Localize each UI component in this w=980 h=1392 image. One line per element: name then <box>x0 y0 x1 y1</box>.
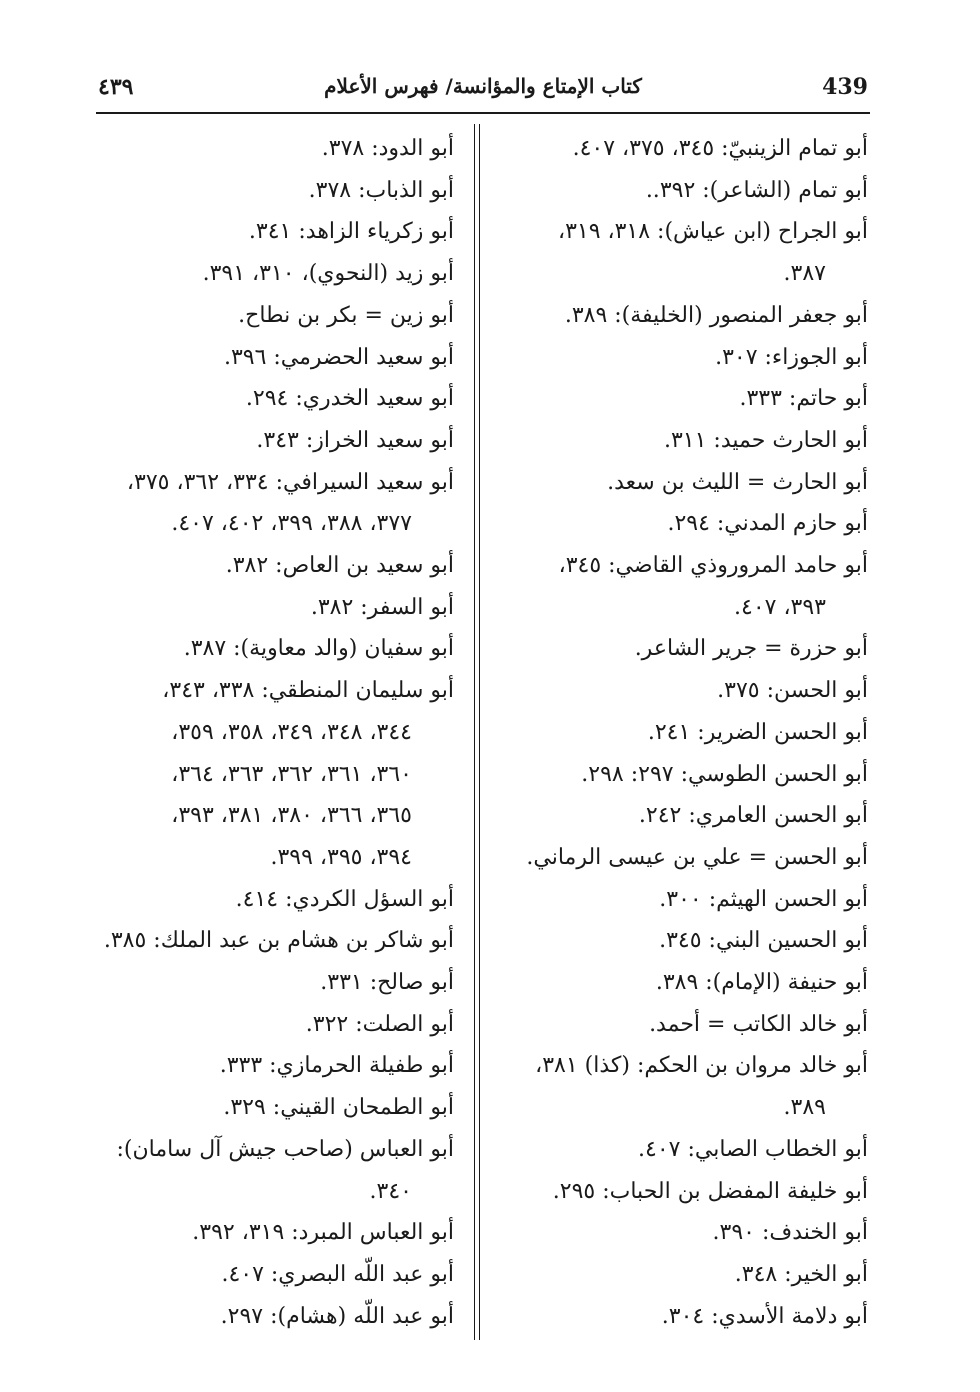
index-entry: أبو العباس (صاحب جيش آل سامان): <box>116 1136 454 1162</box>
index-entry: أبو حنيفة (الإمام): ٣٨٩. <box>655 970 868 996</box>
index-entry: أبو تمام (الشاعر): ٣٩٢.. <box>645 177 868 203</box>
index-entry: أبو سعيد بن العاص: ٣٨٢. <box>225 553 454 579</box>
index-entry-continuation: ٣٤٤، ٣٤٨، ٣٤٩، ٣٥٨، ٣٥٩، <box>171 719 412 745</box>
index-entry: أبو الحسن العامري: ٢٤٢. <box>638 803 868 829</box>
index-entry: أبو سعيد الخراز: ٣٤٣. <box>256 427 454 453</box>
index-entry: أبو زكرياء الزاهد: ٣٤١. <box>248 219 454 245</box>
index-entry: أبو الصلت: ٣٢٢. <box>305 1011 454 1037</box>
index-entry: أبو الحسن: ٣٧٥. <box>717 678 868 704</box>
index-entry: أبو حامد المروروذي القاضي: ٣٤٥، <box>558 553 868 579</box>
index-entry: أبو الخندف: ٣٩٠. <box>712 1220 868 1246</box>
index-entry: أبو تمام الزينبيّ: ٣٤٥، ٣٧٥، ٤٠٧. <box>572 136 868 161</box>
index-entry: أبو طفيلة الحرمازي: ٣٣٣. <box>219 1053 454 1079</box>
running-title: كتاب الإمتاع والمؤانسة/ فهرس الأعلام <box>324 74 642 98</box>
index-entry: أبو حاتم: ٣٣٣. <box>739 386 868 412</box>
index-entry: أبو خليفة المفضل بن الحباب: ٢٩٥. <box>552 1178 868 1204</box>
index-entry: أبو السؤل الكردي: ٤١٤. <box>235 886 454 912</box>
index-entry-continuation: ٣٨٩. <box>783 1095 826 1121</box>
index-entry: أبو الخير: ٣٤٨. <box>734 1261 868 1287</box>
index-column-right <box>496 128 868 1337</box>
header-rule <box>96 112 870 114</box>
page-number-latin: 439 <box>822 74 868 100</box>
index-entry-continuation: ٣٤٠. <box>369 1178 412 1204</box>
index-entry: أبو زين = بكر بن نطاح. <box>238 302 454 328</box>
index-entry: أبو سعيد الحضرمي: ٣٩٦. <box>223 344 454 370</box>
index-entry: أبو الحسين البني: ٣٤٥. <box>659 928 868 954</box>
index-entry: أبو الدود: ٣٧٨. <box>321 136 454 161</box>
index-entry: أبو خالد مروان بن الحكم: (كذا) ٣٨١، <box>535 1053 868 1079</box>
index-entry: أبو السفر: ٣٨٢. <box>310 594 454 620</box>
index-entry: أبو الخطاب الصابي: ٤٠٧. <box>638 1136 868 1162</box>
index-entry: أبو الحسن الضرير: ٢٤١. <box>647 719 868 745</box>
index-entry: أبو الذباب: ٣٧٨. <box>308 177 454 203</box>
index-entry-continuation: ٣٩٤، ٣٩٥، ٣٩٩. <box>270 844 412 870</box>
index-entry: أبو عبد اللّه (هشام): ٢٩٧. <box>220 1303 454 1329</box>
index-entry: أبو الطمحان القيني: ٣٢٩. <box>223 1095 454 1121</box>
index-entry: أبو الجوزاء: ٣٠٧. <box>715 344 868 370</box>
column-divider <box>474 124 480 1340</box>
index-entry: أبو شاكر بن هشام بن عبد الملك: ٣٨٥. <box>103 928 454 954</box>
index-entry: أبو جعفر المنصور (الخليفة): ٣٨٩. <box>564 302 868 328</box>
index-entry: أبو حزرة = جرير الشاعر. <box>634 636 868 662</box>
page-header <box>98 70 868 110</box>
index-entry-continuation: ٣٩٣، ٤٠٧. <box>734 594 826 620</box>
index-entry: أبو سفيان (والد معاوية): ٣٨٧. <box>183 636 454 662</box>
index-entry: أبو سليمان المنطقي: ٣٣٨، ٣٤٣، <box>162 678 454 704</box>
index-column-left <box>94 128 454 1337</box>
index-entry: أبو الجراح (ابن عياش): ٣١٨، ٣١٩، <box>557 219 868 245</box>
page-number-arabic: ٤٣٩ <box>98 74 134 100</box>
index-entry-continuation: ٣٦٠، ٣٦١، ٣٦٢، ٣٦٣، ٣٦٤، <box>171 761 412 787</box>
index-entry-continuation: ٣٦٥، ٣٦٦، ٣٨٠، ٣٨١، ٣٩٣، <box>171 803 412 829</box>
index-entry: أبو الحارث حميد: ٣١١. <box>663 427 868 453</box>
index-entry: أبو العباس المبرد: ٣١٩، ٣٩٢. <box>192 1220 454 1246</box>
index-entry: أبو الحسن = علي بن عيسى الرماني. <box>526 844 868 870</box>
index-entry: أبو الحسن الهيثم: ٣٠٠. <box>659 886 868 912</box>
index-entry: أبو حازم المدني: ٢٩٤. <box>667 511 868 537</box>
index-entry: أبو سعيد السيرافي: ٣٣٤، ٣٦٢، ٣٧٥، <box>126 469 454 495</box>
index-entry: أبو الحارث = الليث بن سعد. <box>607 469 868 495</box>
index-entry: أبو خالد الكاتب = أحمد. <box>649 1011 868 1037</box>
index-entry: أبو زيد (النحوي)، ٣١٠، ٣٩١. <box>202 261 454 287</box>
index-entry: أبو دلامة الأسدي: ٣٠٤. <box>661 1303 868 1329</box>
index-entry: أبو عبد اللّه البصري: ٤٠٧. <box>221 1261 454 1287</box>
index-entry: أبو سعيد الخدري: ٢٩٤. <box>245 386 454 412</box>
index-entry: أبو الحسن الطوسي: ٢٩٧: ٢٩٨. <box>581 761 868 787</box>
index-entry-continuation: ٣٨٧. <box>783 261 826 287</box>
index-entry-continuation: ٣٧٧، ٣٨٨، ٣٩٩، ٤٠٢، ٤٠٧. <box>171 511 412 537</box>
index-entry: أبو صالح: ٣٣١. <box>320 970 454 996</box>
